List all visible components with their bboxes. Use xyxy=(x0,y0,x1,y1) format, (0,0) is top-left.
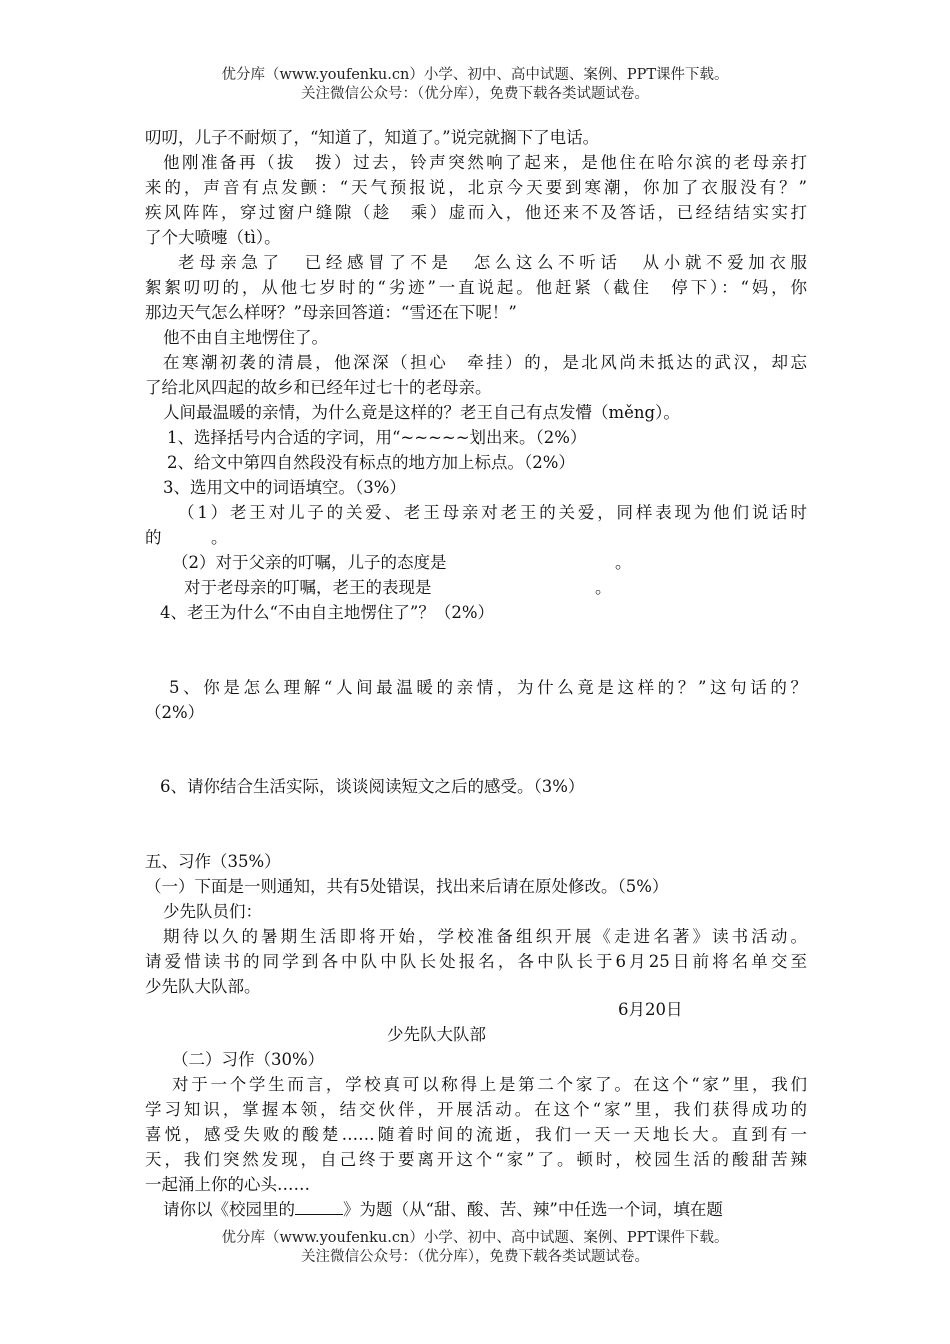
question-1: 1、选择括号内合适的字词，用“~~~~~划出来。（2%） xyxy=(167,428,587,447)
question-3-2-line-2-end: 。 xyxy=(595,578,612,597)
header-line-1: 优分库（www.youfenku.cn）小学、初中、高中试题、案例、PPT课件下载。 xyxy=(221,67,729,83)
story-p5-line-1: 在寒潮初袭的清晨，他深深（担心 牵挂）的，是北风尚未抵达的武汉，却忘 xyxy=(163,353,807,372)
essay-line-4: 天，我们突然发现，自己终于要离开这个“家”了。顿时，校园生活的酸甜苦辣 xyxy=(145,1150,807,1169)
page-footer xyxy=(0,1229,950,1267)
story-p2-line-2: 来的，声音有点发颤：“天气预报说，北京今天要到寒潮，你加了衣服没有？” xyxy=(145,178,807,197)
notice-line-1: 期待以久的暑期生活即将开始，学校准备组织开展《走进名著》读书活动。 xyxy=(163,927,807,946)
story-p2-line-4: 了个大喷嚏（tì）。 xyxy=(145,228,281,247)
page-header xyxy=(0,66,950,104)
story-p5-line-2: 了给北风四起的故乡和已经年过七十的老母亲。 xyxy=(145,378,492,397)
notice-line-3: 少先队大队部。 xyxy=(145,977,261,996)
section-5-part-2: （二）习作（30%） xyxy=(172,1050,325,1069)
essay-prompt-start: 请你以《校园里的 xyxy=(163,1200,295,1219)
story-paragraph-1: 叨叨，儿子不耐烦了，“知道了，知道了。”说完就搁下了电话。 xyxy=(145,128,600,147)
question-3-1-line-2: 的 。 xyxy=(145,528,228,547)
story-p2-line-1: 他刚准备再（拔 拨）过去，铃声突然响了起来，是他住在哈尔滨的老母亲打 xyxy=(163,153,807,172)
question-6: 6、请你结合生活实际，谈谈阅读短文之后的感受。（3%） xyxy=(160,777,585,796)
question-3: 3、选用文中的词语填空。（3%） xyxy=(163,478,406,497)
header-line-2: 关注微信公众号：（优分库），免费下载各类试题试卷。 xyxy=(301,86,649,102)
story-p3-line-1: 老母亲急了 已经感冒了不是 怎么这么不听话 从小就不爱加衣服 xyxy=(178,253,807,272)
essay-prompt xyxy=(163,1200,723,1220)
story-p3-line-2: 絮絮叨叨的，从他七岁时的“劣迹”一直说起。他赶紧（截住 停下）：“妈，你 xyxy=(145,278,807,297)
notice-line-2: 请爱惜读书的同学到各中队中队长处报名，各中队长于6月25日前将名单交至 xyxy=(145,952,807,971)
question-3-2-text: （2）对于父亲的叮嘱，儿子的态度是 xyxy=(172,553,447,572)
story-p3-line-3: 那边天气怎么样呀？”母亲回答道：“雪还在下呢！” xyxy=(145,303,517,322)
footer-line-1: 优分库（www.youfenku.cn）小学、初中、高中试题、案例、PPT课件下载。 xyxy=(221,1230,729,1246)
section-5-title: 五、习作（35%） xyxy=(145,852,281,871)
essay-line-1: 对于一个学生而言，学校真可以称得上是第二个家了。在这个“家”里，我们 xyxy=(172,1075,807,1094)
notice-salutation: 少先队员们： xyxy=(163,902,262,921)
question-5-line-1: 5、你是怎么理解“人间最温暖的亲情，为什么竟是这样的？”这句话的？ xyxy=(169,678,807,697)
notice-date: 6月20日 xyxy=(618,1000,683,1019)
question-4: 4、老王为什么“不由自主地愣住了”？（2%） xyxy=(160,603,495,622)
question-3-2-line-2: 对于老母亲的叮嘱，老王的表现是 xyxy=(184,578,432,597)
footer-line-2: 关注微信公众号：（优分库），免费下载各类试题试卷。 xyxy=(301,1249,649,1265)
question-3-2-line-1 xyxy=(172,553,447,573)
question-5-line-2: （2%） xyxy=(145,703,205,722)
essay-title-blank xyxy=(295,1200,343,1215)
essay-line-5: 一起涌上你的心头…… xyxy=(145,1175,310,1194)
notice-signature: 少先队大队部 xyxy=(387,1025,486,1044)
essay-prompt-end: 》为题（从“甜、酸、苦、辣”中任选一个词，填在题 xyxy=(343,1200,723,1219)
question-2: 2、给文中第四自然段没有标点的地方加上标点。（2%） xyxy=(167,453,575,472)
story-paragraph-6: 人间最温暖的亲情，为什么竟是这样的？老王自己有点发懵（měng）。 xyxy=(163,403,680,422)
essay-line-3: 喜悦，感受失败的酸楚……随着时间的流逝，我们一天一天地长大。直到有一 xyxy=(145,1125,807,1144)
story-paragraph-4: 他不由自主地愣住了。 xyxy=(163,328,328,347)
question-3-1-line-1: （1）老王对儿子的关爱、老王母亲对老王的关爱，同样表现为他们说话时 xyxy=(178,503,807,522)
question-3-2-end: 。 xyxy=(615,553,632,572)
essay-line-2: 学习知识，掌握本领，结交伙伴，开展活动。在这个“家”里，我们获得成功的 xyxy=(145,1100,807,1119)
story-p2-line-3: 疾风阵阵，穿过窗户缝隙（趁 乘）虚而入，他还来不及答话，已经结结实实打 xyxy=(145,203,807,222)
section-5-part-1: （一）下面是一则通知，共有5处错误，找出来后请在原处修改。（5%） xyxy=(145,877,669,896)
